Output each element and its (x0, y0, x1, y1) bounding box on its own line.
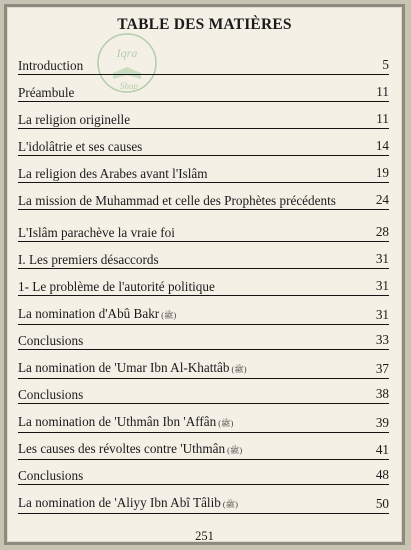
toc-entry-label: Conclusions (18, 387, 84, 402)
toc-entry-label: Conclusions (18, 468, 84, 483)
honorific-glyph: (ﷺ) (216, 419, 234, 428)
toc-entry (18, 306, 389, 325)
honorific-glyph: (ﷺ) (225, 446, 243, 455)
toc-entry-page: 39 (375, 415, 389, 430)
toc-entry (18, 225, 389, 242)
toc-entry-page: 41 (375, 442, 389, 457)
toc-entry-page: 31 (375, 251, 389, 266)
toc-entry-page: 28 (375, 224, 389, 239)
page-title: TABLE DES MATIÈRES (117, 16, 292, 33)
toc-entry (18, 333, 389, 350)
toc-entry-label: L'idolâtrie et ses causes (18, 139, 143, 154)
toc-entry (18, 85, 389, 102)
toc-entry-label: 1- Le problème de l'autorité politique (18, 279, 215, 294)
toc-entry-label: La mission de Muhammad et celle des Prophètes précédents (18, 193, 336, 208)
toc-entry-page: 19 (375, 165, 389, 180)
toc-entry-page: 24 (375, 192, 389, 207)
toc-entry-label: I. Les premiers désaccords (18, 252, 159, 267)
watermark-line2: Shop (120, 81, 138, 91)
toc-entry (18, 468, 389, 485)
toc-entry-label: La nomination de 'Umar Ibn Al-Khattâb (ﷺ) (18, 360, 247, 375)
honorific-glyph: (ﷺ) (229, 365, 247, 374)
toc-entry (18, 166, 389, 183)
toc-entry-page: 11 (376, 84, 389, 99)
toc-entry-page: 31 (375, 278, 389, 293)
toc-entry (18, 193, 389, 210)
toc-entry-page: 31 (375, 307, 389, 322)
toc-entry-page: 14 (375, 138, 389, 153)
honorific-glyph: (ﷺ) (159, 311, 177, 320)
toc-entry-label: Les causes des révoltes contre 'Uthmân (ﷺ) (18, 441, 243, 456)
toc-entry-page: 48 (375, 467, 389, 482)
watermark-line1: Iqra (116, 46, 138, 60)
toc-entry (18, 387, 389, 404)
toc-entry (18, 441, 389, 460)
toc-entry-page: 5 (382, 57, 389, 72)
book-page (4, 4, 405, 545)
toc-entry-label: La religion des Arabes avant l'Islâm (18, 166, 208, 181)
page-number: 251 (195, 529, 214, 543)
toc-entry-page: 50 (375, 496, 389, 511)
toc-entry-page: 38 (375, 386, 389, 401)
toc-entry-label: Conclusions (18, 333, 84, 348)
toc-entry-page: 11 (376, 111, 389, 126)
toc-entry-label: L'Islâm parachève la vraie foi (18, 225, 175, 240)
toc-entry (18, 414, 389, 433)
toc-entry (18, 279, 389, 296)
honorific-glyph: (ﷺ) (220, 500, 238, 509)
toc-entry (18, 58, 389, 75)
toc-entry (18, 139, 389, 156)
toc-entry (18, 495, 389, 514)
toc-entry-page: 37 (375, 361, 389, 376)
toc-entry-label: Préambule (18, 85, 75, 100)
toc-entry (18, 252, 389, 269)
toc-entry-label: La nomination de 'Uthmân Ibn 'Affân (ﷺ) (18, 414, 234, 429)
toc-entry-page: 33 (375, 332, 389, 347)
toc-entry (18, 112, 389, 129)
toc-entry (18, 360, 389, 379)
toc-entry-label: La religion originelle (18, 112, 131, 127)
toc-entry-label: La nomination d'Abû Bakr (ﷺ) (18, 306, 177, 321)
toc-entry-label: Introduction (18, 58, 84, 73)
toc-entry-label: La nomination de 'Aliyy Ibn Abî Tâlib (ﷺ) (18, 495, 238, 510)
